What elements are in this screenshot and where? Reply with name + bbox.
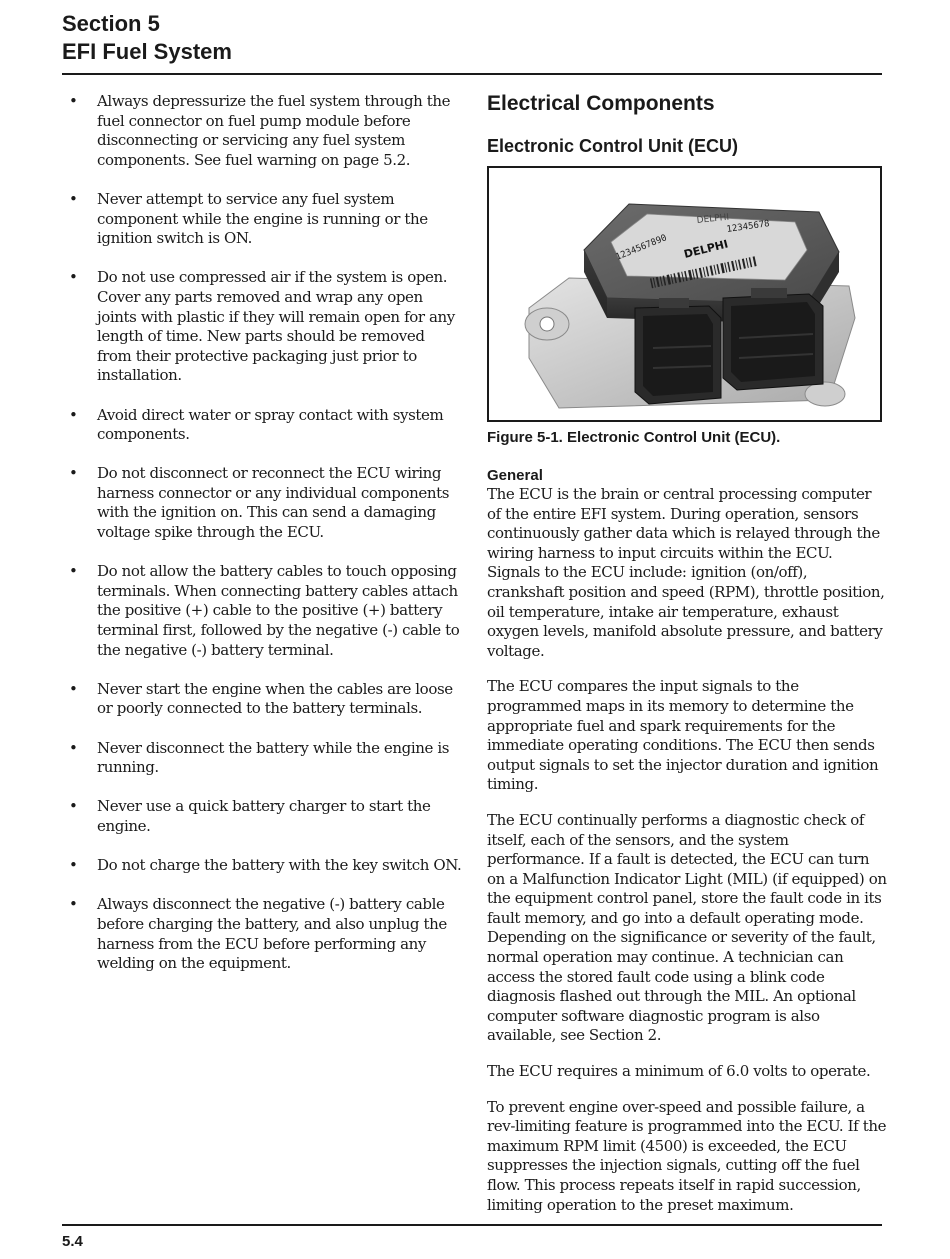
list-item-text: Always disconnect the negative (-) battery cable before charging the battery, and also unplug the harness from the ECU before performing any welding on the equipment. (97, 895, 447, 973)
paragraph: The ECU continually performs a diagnostic check of itself, each of the sensors, and the system performance. If a fault is detected, the ECU can turn on a Malfunction Indicator Light (MIL) (if equipped) on the equipment control panel, store the fault code in its fault memory, and go into a default operating mode. Depending on the significance or severity of the fault, normal operation may continue. A technician can access the stored fault code using a blink code diagnosis flashed out through the MIL. An optional computer software diagnostic program is also available, see Section 2. (487, 810, 887, 1045)
section-heading: Electrical Components (487, 92, 715, 115)
bullet-icon: • (69, 464, 78, 483)
general-heading: General (487, 467, 543, 484)
precautions-list (62, 92, 462, 993)
list-item (62, 895, 462, 973)
list-item-text: Never use a quick battery charger to start the engine. (97, 797, 431, 835)
bullet-icon: • (69, 895, 78, 914)
list-item (62, 680, 462, 719)
list-item (62, 92, 462, 170)
ecu-figure (487, 166, 882, 422)
page-number: 5.4 (62, 1233, 83, 1250)
list-item-text: Do not disconnect or reconnect the ECU wiring harness connector or any individual components with the ignition on. This can send a damaging voltage spike through the ECU. (97, 464, 450, 542)
ecu-label-serial: 1234567890 (614, 233, 669, 263)
list-item-text: Do not allow the battery cables to touch opposing terminals. When connecting battery cables attach the positive (+) cable to the positive (+) battery terminal first, followed by the negative (-) cable to the negative (-) battery terminal. (97, 562, 460, 659)
list-item (62, 464, 462, 542)
list-item (62, 268, 462, 386)
figure-caption: Figure 5-1. Electronic Control Unit (ECU). (487, 429, 781, 446)
list-item (62, 797, 462, 836)
ecu-section (487, 90, 887, 1231)
list-item-text: Do not charge the battery with the key switch ON. (97, 856, 462, 875)
list-item-text: Never attempt to service any fuel system component while the engine is running or the ignition switch is ON. (97, 189, 428, 248)
paragraph: To prevent engine over-speed and possible failure, a rev-limiting feature is programmed into the ECU. If the maximum RPM limit (4500) is exceeded, the ECU suppresses the injection signals, cutting off the fuel flow. This process repeats itself in rapid succession, limiting operation to the preset maximum. (487, 1097, 887, 1214)
bullet-icon: • (69, 405, 78, 424)
list-item-text: Do not use compressed air if the system is open. Cover any parts removed and wrap any open joints with plastic if they will remain open for any length of time. New parts should be removed from their protective packaging just prior to installation. (97, 268, 455, 385)
footer-rule (62, 1224, 882, 1226)
bullet-icon: • (69, 189, 78, 208)
ecu-brand: DELPHI (682, 237, 730, 261)
ecu-photo (489, 168, 880, 420)
list-item-text: Always depressurize the fuel system through the fuel connector on fuel pump module before disconnecting or servicing any fuel system components. See fuel warning on page 5.2. (97, 92, 451, 169)
list-item (62, 406, 462, 445)
bullet-icon: • (69, 268, 78, 287)
paragraph: The ECU is the brain or central processing computer of the entire EFI system. During operation, sensors continuously gather data which is relayed through the wiring harness to input circuits within the ECU. Signals to the ECU include: ignition (on/off), crankshaft position and speed (RPM), throttle position, oil temperature, intake air temperature, exhaust oxygen levels, manifold absolute pressure, and battery voltage. (487, 485, 885, 660)
list-item (62, 856, 462, 876)
section-title: EFI Fuel System (62, 39, 232, 64)
list-item (62, 562, 462, 660)
svg-text:DELPHI: DELPHI (696, 212, 730, 226)
ecu-label-top: 12345678 (726, 219, 771, 235)
bullet-icon: • (69, 738, 78, 757)
section-number: Section 5 (62, 11, 160, 36)
list-item (62, 739, 462, 778)
bullet-icon: • (69, 92, 78, 110)
list-item (62, 190, 462, 249)
list-item-text: Never disconnect the battery while the engine is running. (97, 738, 450, 777)
paragraph: The ECU requires a minimum of 6.0 volts to operate. (487, 1062, 871, 1081)
bullet-icon: • (69, 679, 78, 698)
header-rule (62, 73, 882, 75)
bullet-icon: • (69, 797, 78, 816)
page-header (62, 10, 232, 66)
list-item-text: Avoid direct water or spray contact with system components. (97, 405, 444, 444)
list-item-text: Never start the engine when the cables are loose or poorly connected to the battery terminals. (97, 679, 453, 718)
subsection-heading: Electronic Control Unit (ECU) (487, 136, 738, 156)
bullet-icon: • (69, 562, 78, 581)
paragraph: The ECU compares the input signals to the programmed maps in its memory to determine the appropriate fuel and spark requirements for the immediate operating conditions. The ECU then sends output signals to set the injector duration and ignition timing. (487, 677, 879, 794)
bullet-icon: • (69, 856, 78, 875)
